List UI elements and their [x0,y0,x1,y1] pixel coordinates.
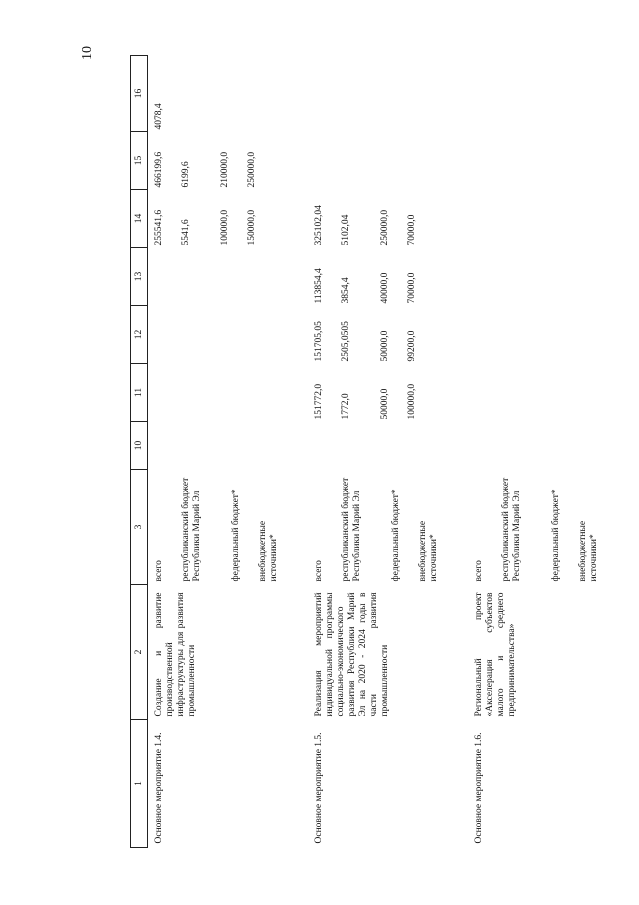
value-column [308,422,468,470]
value-cell [540,309,551,362]
value-cell [380,425,391,468]
header-cell: 12 [131,306,148,364]
value-column [148,422,309,470]
value-cell [154,367,165,420]
table-row [148,56,309,848]
value-column [148,306,309,364]
value-cell [220,367,231,420]
funding-source-label: внебюджетные источники* [578,520,599,582]
table-row [308,56,468,848]
measure-name: Основное мероприятие 1.5. [314,732,324,844]
value-cell [540,193,551,246]
page-number: 10 [80,46,95,60]
value-cell [341,425,352,468]
value-cell [474,251,485,304]
value-cell [314,135,325,188]
value-cell [501,367,512,420]
funding-source-label: внебюджетные источники* [258,520,279,582]
header-cell: 15 [131,132,148,190]
value-cell [501,309,512,362]
measure-description: Региональный проект «Акселерация субъектов малого и среднего предпринимательства» [474,592,517,717]
value-cell [220,309,231,362]
header-cell: 13 [131,248,148,306]
table-header-row [131,56,148,848]
value-cell [540,59,551,130]
value-cell [501,193,512,246]
value-cell [540,425,551,468]
value-cell [501,59,512,130]
value-cell: 250000,0 [380,209,390,246]
value-cell [341,135,352,188]
measure-description: Создание и развитие производственной инфраструктуры для развития промышленности [154,592,197,717]
value-cell [154,425,165,468]
measure-name: Основное мероприятие 1.4. [154,732,164,844]
value-cell: 5541,6 [181,219,191,246]
value-cell [181,425,192,468]
funding-source-label: всего [474,560,484,582]
value-cell [247,59,258,130]
value-cell [474,135,485,188]
funding-source-label: республиканский бюджет Республики Марий Эл [341,477,362,582]
value-cell [341,59,352,130]
funding-sources [148,470,309,585]
value-column [468,422,628,470]
value-cell [247,309,258,362]
funding-source-label: федеральный бюджет* [391,489,401,582]
value-cell [567,425,578,468]
funding-source-label: федеральный бюджет* [551,489,561,582]
value-cell [567,309,578,362]
header-cell: 3 [131,470,148,585]
value-cell [181,367,192,420]
funding-source-label: федеральный бюджет* [231,489,241,582]
value-cell: 50000,0 [380,388,390,420]
value-cell [154,251,165,304]
value-cell [501,251,512,304]
value-column [308,364,468,422]
header-cell: 10 [131,422,148,470]
funding-source-label: внебюджетные источники* [418,520,439,582]
value-cell [567,193,578,246]
value-cell: 5102,04 [341,214,351,246]
value-cell: 150000,0 [247,209,257,246]
value-cell: 255541,6 [154,209,164,246]
funding-source-label: республиканский бюджет Республики Марий Эл [501,477,522,582]
value-cell [567,59,578,130]
value-column [468,364,628,422]
value-cell [181,309,192,362]
value-cell [181,251,192,304]
table-body [148,56,629,848]
value-column [148,190,309,248]
value-cell [474,425,485,468]
measure-name: Основное мероприятие 1.6. [474,732,484,844]
value-cell [247,425,258,468]
funding-sources [468,470,628,585]
value-column [308,56,468,132]
value-column [468,190,628,248]
value-cell [567,367,578,420]
value-cell [474,309,485,362]
header-cell: 1 [131,720,148,848]
rotated-table-container [130,56,630,848]
value-cell [474,59,485,130]
value-cell: 3854,4 [341,277,351,304]
value-cell: 466199,6 [154,151,164,188]
value-cell: 100000,0 [407,383,417,420]
value-cell: 2505,0505 [341,321,351,362]
value-cell: 1772,0 [341,393,351,420]
value-column [308,132,468,190]
value-cell [540,367,551,420]
value-column [148,132,309,190]
value-cell [154,309,165,362]
value-column [308,190,468,248]
value-cell [474,367,485,420]
value-cell: 50000,0 [380,330,390,362]
value-cell: 99200,0 [407,330,417,362]
value-cell: 70000,0 [407,272,417,304]
value-column [148,364,309,422]
measure-description: Реализация мероприятий индивидуальной программы социально-экономического развития Республики Марий Эл на 2020 - 2024 годы в части развития промышленности [314,592,390,717]
value-cell [380,135,391,188]
value-column [468,56,628,132]
value-cell [220,59,231,130]
value-cell [220,425,231,468]
funding-source-label: всего [314,560,324,582]
value-cell: 100000,0 [220,209,230,246]
funding-source-label: республиканский бюджет Республики Марий Эл [181,477,202,582]
value-cell: 113854,4 [314,268,324,304]
value-cell [220,251,231,304]
value-cell: 70000,0 [407,214,417,246]
value-cell: 40000,0 [380,272,390,304]
header-cell: 2 [131,585,148,720]
value-cell: 6199,6 [181,161,191,188]
value-column [468,248,628,306]
value-column [468,132,628,190]
header-cell: 11 [131,364,148,422]
header-cell: 16 [131,56,148,132]
funding-source-label: всего [154,560,164,582]
value-cell [407,425,418,468]
value-cell: 151705,05 [314,321,324,362]
budget-table [130,55,628,848]
value-cell [407,135,418,188]
value-cell: 250000,0 [247,151,257,188]
value-cell [314,59,325,130]
funding-sources [308,470,468,585]
value-column [308,248,468,306]
value-cell [540,135,551,188]
table-row [468,56,628,848]
value-cell [474,193,485,246]
value-cell [247,251,258,304]
value-cell: 4078,4 [154,103,164,130]
value-column [468,306,628,364]
header-cell: 14 [131,190,148,248]
value-cell [407,59,418,130]
value-cell [501,135,512,188]
value-cell [501,425,512,468]
value-column [148,56,309,132]
value-cell [567,251,578,304]
value-cell: 151772,0 [314,383,324,420]
value-cell [181,59,192,130]
value-column [148,248,309,306]
value-cell [380,59,391,130]
value-cell: 325102,04 [314,205,324,246]
value-column [308,306,468,364]
value-cell [314,425,325,468]
value-cell [540,251,551,304]
value-cell: 210000,0 [220,151,230,188]
value-cell [567,135,578,188]
value-cell [247,367,258,420]
